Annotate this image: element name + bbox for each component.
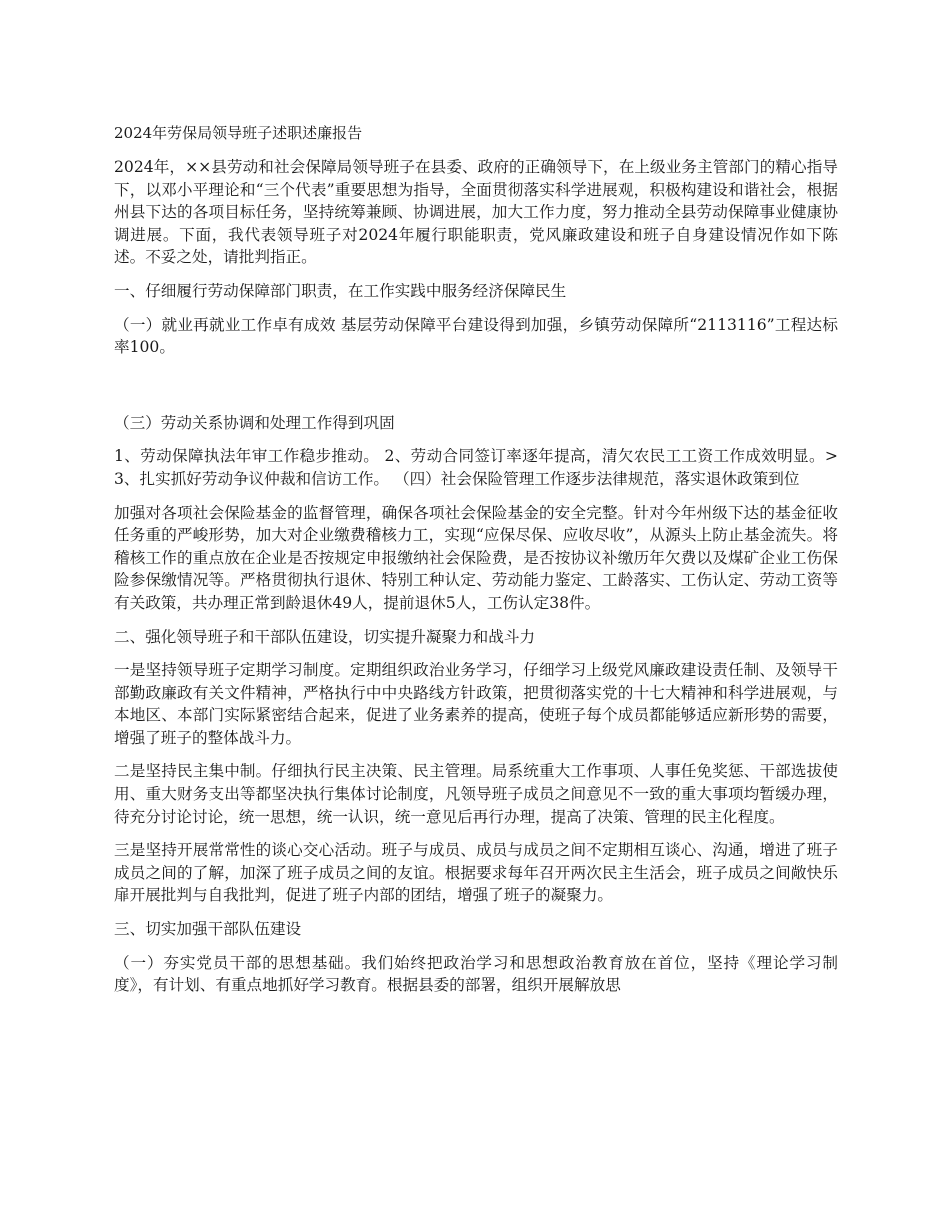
document-title: 2024年劳保局领导班子述职述廉报告 [114,124,363,142]
section2-paragraph-3: 三是坚持开展常常性的谈心交心活动。班子与成员、成员与成员之间不定期相互谈心、沟通，增进了班子成员之间的了解，加深了班子成员之间的友谊。根据要求每年召开两次民主生活会，班子成员之间敞快乐扉开展批判与自我批判，促进了班子内部的团结，增强了班子的凝聚力。 [114,841,838,905]
section2-paragraph-1: 一是坚持领导班子定期学习制度。定期组织政治业务学习，仔细学习上级党风廉政建设责任制、及领导干部勤政廉政有关文件精神，严格执行中中央路线方针政策，把贯彻落实党的十七大精神和科学进展观，与本地区、本部门实际紧密结合起来，促进了业务素养的提高，使班子每个成员都能够适应新形势的需要，增强了班子的整体战斗力。 [114,661,838,747]
section1-item3-heading: （三）劳动关系协调和处理工作得到巩固 [114,413,395,432]
section3-item1: （一）夯实党员干部的思想基础。我们始终把政治学习和思想政治教育放在首位，坚持《理论学习制度》，有计划、有重点地抓好学习教育。根据县委的部署，组织开展解放思 [114,953,838,995]
section1-item3-body: 1、劳动保障执法年审工作稳步推动。 2、劳动合同签订率逐年提高，清欠农民工工资工作成效明显。>3、扎实抓好劳动争议仲裁和信访工作。 （四）社会保险管理工作逐步法律规范，落实退休政策到位 [114,447,838,488]
intro-paragraph: 2024年，××县劳动和社会保障局领导班子在县委、政府的正确领导下，在上级业务主管部门的精心指导下，以邓小平理论和“三个代表”重要思想为指导，全面贯彻落实科学进展观，积极构建设和谐社会，根据州县下达的各项目标任务，坚持统筹兼顾、协调进展，加大工作力度，努力推动全县劳动保障事业健康协调进展。下面，我代表领导班子对2024年履行职能职责，党风廉政建设和班子自身建设情况作如下陈述。不妥之处，请批判指正。 [114,158,838,267]
section3-heading: 三、切实加强干部队伍建设 [114,920,302,939]
blank-gap [114,370,838,412]
section1-item4-body: 加强对各项社会保险基金的监督管理，确保各项社会保险基金的安全完整。针对今年州级下达的基金征收任务重的严峻形势，加大对企业缴费稽核力工，实现“应保尽保、应收尽收”，从源头上防止基金流失。将稽核工作的重点放在企业是否按规定申报缴纳社会保险费，是否按协议补缴历年欠费以及煤矿企业工伤保险参保缴情况等。严格贯彻执行退休、特别工种认定、劳动能力鉴定、工龄落实、工伤认定、劳动工资等有关政策，共办理正常到龄退休49人，提前退休5人，工伤认定38件。 [114,503,838,612]
section1-heading: 一、仔细履行劳动保障部门职责，在工作实践中服务经济保障民生 [114,281,567,300]
section2-paragraph-2: 二是坚持民主集中制。仔细执行民主决策、民主管理。局系统重大工作事项、人事任免奖惩、干部选拔使用、重大财务支出等都坚决执行集体讨论制度，凡领导班子成员之间意见不一致的重大事项均暂缓办理，待充分讨论讨论，统一思想，统一认识，统一意见后再行办理，提高了决策、管理的民主化程度。 [114,762,838,826]
section2-heading: 二、强化领导班子和干部队伍建设，切实提升凝聚力和战斗力 [114,627,536,646]
section1-item1: （一）就业再就业工作卓有成效 基层劳动保障平台建设得到加强，乡镇劳动保障所“2113116”工程达标率100。 [114,315,838,357]
document-body [114,122,838,1008]
